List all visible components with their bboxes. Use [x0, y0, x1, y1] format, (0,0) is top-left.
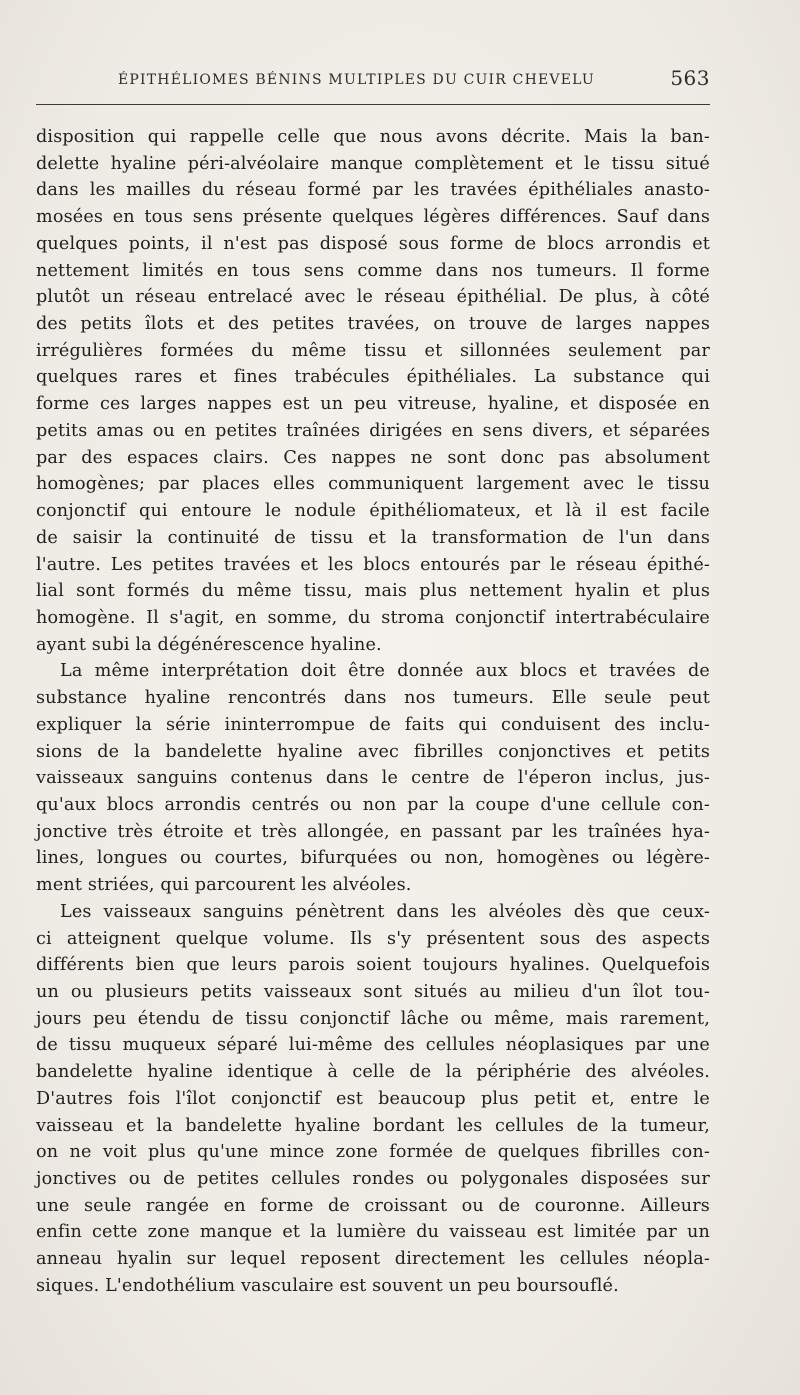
running-head [36, 66, 710, 96]
text-line: D'autres fois l'îlot conjonctif est beaucoup plus petit et, entre le [36, 1088, 710, 1109]
text-line: anneau hyalin sur lequel reposent directement les cellules néopla- [36, 1249, 710, 1270]
text-line: delette hyaline péri-alvéolaire manque complètement et le tissu situé [36, 153, 710, 174]
text-line: homogène. Il s'agit, en somme, du stroma conjonctif intertrabéculaire [36, 607, 710, 628]
text-line: différents bien que leurs parois soient toujours hyalines. Quelquefois [36, 955, 710, 976]
text-line: de saisir la continuité de tissu et la transformation de l'un dans [36, 527, 710, 548]
paragraph-end-line: ment striées, qui parcourent les alvéoles. [36, 875, 412, 896]
text-line: expliquer la série ininterrompue de faits qui conduisent des inclu- [36, 714, 710, 735]
text-line: nettement limités en tous sens comme dans nos tumeurs. Il forme [36, 260, 710, 281]
text-line: par des espaces clairs. Ces nappes ne sont donc pas absolument [36, 447, 710, 468]
text-line: dans les mailles du réseau formé par les travées épithéliales anasto- [36, 180, 710, 201]
text-line: homogènes; par places elles communiquent largement avec le tissu [36, 474, 710, 495]
text-line: lial sont formés du même tissu, mais plus nettement hyalin et plus [36, 581, 710, 602]
text-line: substance hyaline rencontrés dans nos tumeurs. Elle seule peut [36, 688, 710, 709]
text-line: quelques rares et fines trabécules épithéliales. La substance qui [36, 367, 710, 388]
text-line: quelques points, il n'est pas disposé sous forme de blocs arrondis et [36, 233, 710, 254]
page-number: 563 [670, 66, 710, 90]
text-line: forme ces larges nappes est un peu vitreuse, hyaline, et disposée en [36, 394, 710, 415]
text-line: vaisseaux sanguins contenus dans le centre de l'éperon inclus, jus- [36, 768, 710, 789]
text-line: irrégulières formées du même tissu et sillonnées seulement par [36, 340, 710, 361]
text-line: jonctive très étroite et très allongée, en passant par les traînées hya- [36, 821, 710, 842]
text-line: lines, longues ou courtes, bifurquées ou non, homogènes ou légère- [36, 848, 710, 869]
paragraph-start-line: La même interprétation doit être donnée aux blocs et travées de [60, 661, 710, 682]
text-line: petits amas ou en petites traînées dirigées en sens divers, et séparées [36, 420, 710, 441]
text-line: de tissu muqueux séparé lui-même des cellules néoplasiques par une [36, 1035, 710, 1056]
paragraph-start-line: Les vaisseaux sanguins pénètrent dans les alvéoles dès que ceux- [60, 901, 710, 922]
text-line: vaisseau et la bandelette hyaline bordant les cellules de la tumeur, [36, 1115, 710, 1136]
paragraph-end-line: ayant subi la dégénérescence hyaline. [36, 634, 382, 655]
header-rule [36, 104, 710, 105]
text-line: une seule rangée en forme de croissant ou de couronne. Ailleurs [36, 1195, 710, 1216]
text-line: qu'aux blocs arrondis centrés ou non par la coupe d'une cellule con- [36, 794, 710, 815]
running-title: ÉPITHÉLIOMES BÉNINS MULTIPLES DU CUIR CHEVELU [118, 72, 595, 88]
text-line: jours peu étendu de tissu conjonctif lâche ou même, mais rarement, [36, 1008, 710, 1029]
text-line: bandelette hyaline identique à celle de la périphérie des alvéoles. [36, 1062, 710, 1083]
text-line: sions de la bandelette hyaline avec fibrilles conjonctives et petits [36, 741, 710, 762]
text-line: enfin cette zone manque et la lumière du vaisseau est limitée par un [36, 1222, 710, 1243]
text-line: siques. L'endothélium vasculaire est souvent un peu boursouflé. [36, 1275, 619, 1296]
text-line: jonctives ou de petites cellules rondes ou polygonales disposées sur [36, 1169, 710, 1190]
body-text [36, 124, 710, 1300]
text-line: on ne voit plus qu'une mince zone formée de quelques fibrilles con- [36, 1142, 710, 1163]
text-line: des petits îlots et des petites travées, on trouve de larges nappes [36, 314, 710, 335]
text-line: un ou plusieurs petits vaisseaux sont situés au milieu d'un îlot tou- [36, 982, 710, 1002]
text-line: ci atteignent quelque volume. Ils s'y présentent sous des aspects [36, 928, 710, 949]
text-line: l'autre. Les petites travées et les blocs entourés par le réseau épithé- [36, 554, 710, 575]
text-line: conjonctif qui entoure le nodule épithéliomateux, et là il est facile [36, 501, 710, 522]
text-line: mosées en tous sens présente quelques légères différences. Sauf dans [36, 207, 710, 228]
text-line: plutôt un réseau entrelacé avec le réseau épithélial. De plus, à côté [36, 287, 710, 308]
text-line: disposition qui rappelle celle que nous avons décrite. Mais la ban- [36, 127, 710, 147]
